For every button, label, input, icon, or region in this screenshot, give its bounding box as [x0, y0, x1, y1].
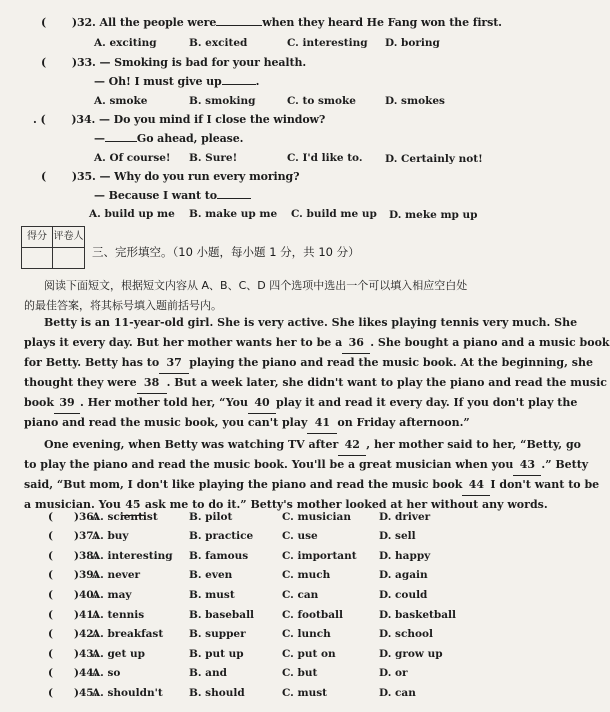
passage-line: to play the piano and read the music book. You'll be a great musician when you 43 .” Betty — [24, 455, 588, 476]
option-d: D. happy — [379, 550, 431, 562]
passage-line: One evening, when Betty was watching TV after 42 , her mother said to her, “Betty, go — [44, 435, 581, 456]
question-text: — Smoking is bad for your health. — [99, 56, 307, 69]
passage-line: piano and read the music book, you can't play 41 on Friday afternoon.” — [24, 413, 470, 434]
question-34-line2: — Go ahead, please. — [94, 132, 244, 145]
option-b: B. make up me — [189, 208, 278, 220]
option-c: C. interesting — [287, 37, 368, 49]
option-b: B. baseball — [189, 609, 255, 621]
question-number: )38. — [74, 550, 98, 562]
question-number: )33. — [71, 56, 96, 69]
option-a: A. get up — [92, 648, 145, 660]
option-b: B. must — [189, 589, 235, 601]
option-c: C. use — [282, 530, 318, 542]
blank-36: 36 — [342, 333, 370, 354]
option-a: A. never — [92, 569, 141, 581]
option-b: B. pilot — [189, 511, 233, 523]
question-number: )41. — [74, 609, 98, 621]
blank-40: 40 — [248, 393, 276, 414]
grader-label: 评卷人 — [53, 231, 84, 242]
option-b: B. should — [189, 687, 245, 699]
passage-line: book 39 . Her mother told her, “You 40 play it and read it every day. If you don't play the — [24, 393, 577, 414]
option-a: A. build up me — [89, 208, 175, 220]
answer-paren: ( — [48, 648, 53, 660]
answer-paren: ( — [48, 687, 53, 699]
answer-paren: ( — [48, 569, 53, 581]
option-a: A. Of course! — [94, 152, 171, 164]
answer-paren: ( — [48, 511, 53, 523]
question-number: )44. — [74, 667, 98, 679]
question-text: All the people were — [99, 16, 217, 29]
option-a: A. so — [92, 667, 121, 679]
option-a: A. breakfast — [92, 628, 164, 640]
option-b: B. excited — [189, 37, 248, 49]
option-c: C. but — [282, 667, 318, 679]
option-b: B. practice — [189, 530, 254, 542]
option-c: C. must — [282, 687, 327, 699]
question-number: )37. — [74, 530, 98, 542]
passage-line: thought they were 38 . But a week later, she didn't want to play the piano and read the music — [24, 373, 607, 394]
question-number: )45. — [74, 687, 98, 699]
option-a: A. interesting — [92, 550, 173, 562]
option-c: C. build me up — [291, 208, 377, 220]
question-32 — [41, 16, 502, 29]
question-number: )43. — [74, 648, 98, 660]
option-a: A. may — [92, 589, 132, 601]
question-34 — [33, 113, 325, 126]
answer-paren: . ( — [33, 113, 46, 126]
option-d: D. sell — [379, 530, 416, 542]
blank-44: 44 — [462, 475, 490, 496]
answer-paren: ( — [48, 609, 53, 621]
option-b: B. Sure! — [189, 152, 238, 164]
blank-41: 41 — [307, 413, 337, 434]
question-35-line2: — Because I want to — [94, 189, 251, 202]
score-label: 得分 — [27, 231, 47, 242]
answer-paren: ( — [48, 667, 53, 679]
question-number: )34. — [71, 113, 96, 126]
option-b: B. famous — [189, 550, 249, 562]
section-title: 三、完形填空。（10 小题，每小题 1 分，共 10 分） — [92, 245, 360, 259]
option-a: A. smoke — [94, 95, 148, 107]
option-d: D. can — [379, 687, 416, 699]
answer-paren: ( — [41, 56, 47, 69]
option-d: D. Certainly not! — [385, 153, 483, 165]
option-a: A. tennis — [92, 609, 145, 621]
option-a: A. scientist — [92, 511, 158, 523]
option-b: B. put up — [189, 648, 244, 660]
question-number: )39. — [74, 569, 98, 581]
option-d: D. boring — [385, 37, 440, 49]
question-text: — Why do you run every moring? — [99, 170, 300, 183]
question-text: when they heard He Fang won the first. — [262, 16, 502, 29]
option-c: C. can — [282, 589, 319, 601]
blank-39: 39 — [54, 393, 80, 414]
score-box — [21, 226, 85, 248]
instruction-line: 阅读下面短文，根据短文内容从 A、B、C、D 四个选项中选出一个可以填入相应空白处 — [44, 279, 468, 292]
question-number: )42. — [74, 628, 98, 640]
option-b: B. smoking — [189, 95, 256, 107]
option-c: C. put on — [282, 648, 336, 660]
option-c: C. I'd like to. — [287, 152, 363, 164]
option-c: C. important — [282, 550, 357, 562]
question-number: )35. — [71, 170, 96, 183]
option-b: B. even — [189, 569, 233, 581]
blank-43: 43 — [513, 455, 541, 476]
passage-line: Betty is an 11-year-old girl. She is very active. She likes playing tennis very much. She — [44, 316, 578, 329]
question-text: — Do you mind if I close the window? — [99, 113, 326, 126]
option-a: A. exciting — [94, 37, 157, 49]
option-d: D. again — [379, 569, 428, 581]
question-35 — [41, 170, 299, 183]
option-a: A. shouldn't — [92, 687, 163, 699]
blank-38: 38 — [137, 373, 167, 394]
question-33 — [41, 56, 306, 69]
blank-42: 42 — [338, 435, 366, 456]
option-a: A. buy — [92, 530, 129, 542]
option-d: D. driver — [379, 511, 431, 523]
option-c: C. much — [282, 569, 331, 581]
answer-paren: ( — [48, 628, 53, 640]
option-d: D. grow up — [379, 648, 443, 660]
answer-paren: ( — [41, 16, 47, 29]
option-d: D. or — [379, 667, 408, 679]
instruction-line: 的最佳答案，将其标号填入题前括号内。 — [24, 299, 222, 312]
passage-line: plays it every day. But her mother wants her to be a 36 . She bought a piano and a music book — [24, 333, 610, 354]
option-b: B. supper — [189, 628, 246, 640]
option-b: B. and — [189, 667, 227, 679]
question-number: )36. — [74, 511, 98, 523]
option-c: C. to smoke — [287, 95, 356, 107]
question-33-line2: — Oh! I must give up . — [94, 75, 260, 88]
option-c: C. lunch — [282, 628, 331, 640]
option-d: D. basketball — [379, 609, 457, 621]
option-c: C. football — [282, 609, 343, 621]
option-d: D. smokes — [385, 95, 445, 107]
question-number: )40. — [74, 589, 98, 601]
option-c: C. musician — [282, 511, 351, 523]
option-d: D. could — [379, 589, 428, 601]
answer-paren: ( — [48, 530, 53, 542]
question-number: )32. — [71, 16, 96, 29]
blank-37: 37 — [159, 353, 189, 374]
answer-paren: ( — [48, 550, 53, 562]
answer-paren: ( — [41, 170, 47, 183]
option-d: D. meke mp up — [389, 209, 478, 221]
passage-line: said, “But mom, I don't like playing the piano and read the music book 44 I don't want to be — [24, 475, 599, 496]
passage-line: a musician. You 45 ask me to do it.” Betty's mother looked at her without any words. — [24, 495, 548, 516]
option-d: D. school — [379, 628, 433, 640]
answer-paren: ( — [48, 589, 53, 601]
blank-45: 45 — [121, 495, 145, 516]
passage-line: for Betty. Betty has to 37 playing the piano and read the music book. At the beginning, she — [24, 353, 593, 374]
